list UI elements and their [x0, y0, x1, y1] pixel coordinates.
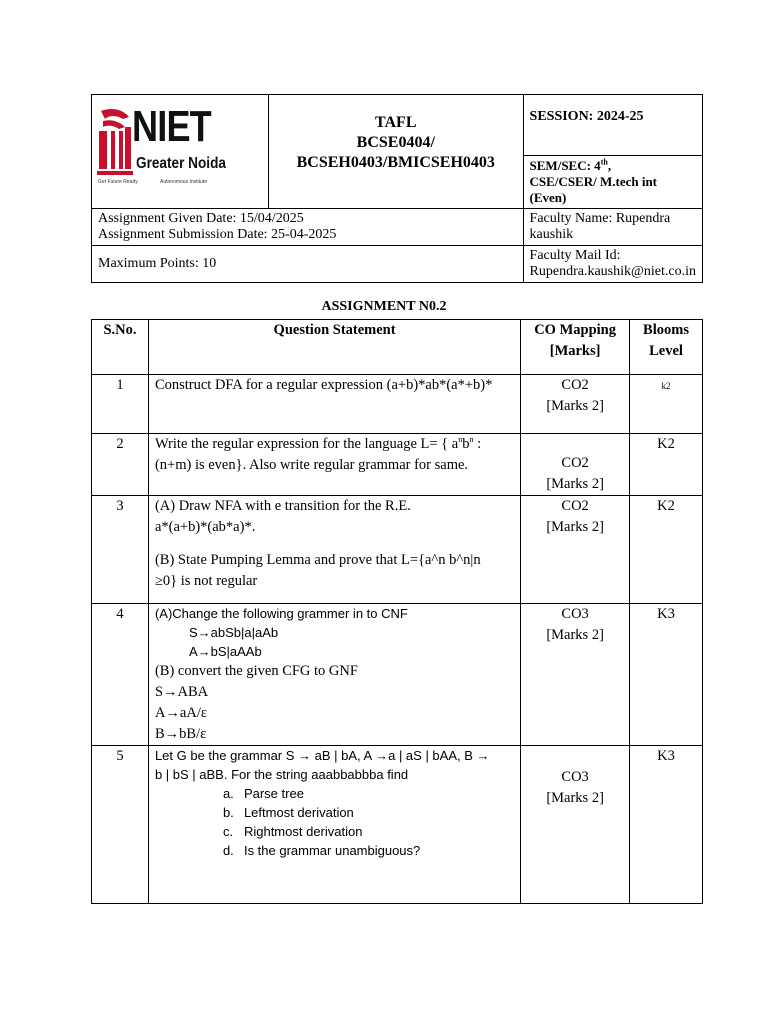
row-level: K3 — [630, 604, 703, 746]
max-points: Maximum Points: 10 — [98, 256, 217, 271]
row-level: K2 — [630, 434, 703, 496]
q-text: S→ABA — [154, 684, 209, 700]
dates-cell — [92, 209, 524, 246]
row-sno: 5 — [92, 746, 149, 904]
list-marker: a. — [222, 786, 234, 801]
header-blooms — [630, 320, 703, 375]
table-row — [92, 434, 703, 496]
row-sno: 1 — [92, 375, 149, 434]
sub-question-list — [155, 784, 514, 860]
table-row — [92, 375, 703, 434]
row-co — [521, 746, 630, 904]
given-date: Assignment Given Date: 15/04/2025 — [98, 211, 304, 226]
faculty-mail-cell — [523, 246, 702, 283]
co-code: CO2 — [561, 498, 589, 514]
co-marks: [Marks 2] — [546, 398, 604, 414]
list-item — [223, 822, 514, 841]
co-code: CO3 — [561, 606, 589, 622]
list-marker: c. — [222, 824, 234, 839]
row-level — [630, 375, 703, 434]
list-text: Leftmost derivation — [243, 805, 354, 820]
list-item — [223, 803, 514, 822]
logo-cell — [92, 95, 269, 209]
co-marks: [Marks 2] — [546, 790, 604, 806]
q-text: Let G be the grammar S → aB | bA, A →a | aS | bAA, B → — [154, 748, 490, 763]
sem-sec-branch: CSE/CSER/ M.tech int — [529, 174, 658, 189]
header-co-line1: CO Mapping — [534, 322, 616, 338]
row-level: K2 — [630, 496, 703, 604]
table-row — [92, 746, 703, 904]
row-co — [521, 496, 630, 604]
header-sno: S.No. — [92, 320, 149, 375]
q-text: Write the regular expression for the language L= { a — [154, 436, 459, 452]
list-text: Parse tree — [243, 786, 304, 801]
niet-logo — [92, 95, 268, 207]
row-question — [148, 604, 520, 746]
logo-city: Greater Noida — [136, 155, 226, 172]
header-table — [91, 94, 703, 283]
co-marks: [Marks 2] — [546, 476, 604, 492]
q-text: b — [462, 436, 470, 452]
q-text: b | bS | aBB. For the string aaabbabbba find — [154, 767, 409, 782]
row-co — [521, 434, 630, 496]
logo-subtitle: Autonomous Institute — [160, 179, 207, 185]
course-code-2: BCSEH0403/BMICSEH0403 — [296, 154, 495, 171]
table-header-row — [92, 320, 703, 375]
q-text: (B) State Pumping Lemma and prove that L={a^n b^n|n — [154, 552, 481, 568]
q-text: (B) convert the given CFG to GNF — [154, 663, 358, 679]
co-code: CO3 — [561, 769, 589, 785]
co-marks: [Marks 2] — [546, 627, 604, 643]
level-text: k2 — [661, 381, 671, 391]
sem-sec-comma: , — [607, 158, 612, 173]
row-sno: 3 — [92, 496, 149, 604]
logo-wordmark: NIET — [132, 102, 211, 151]
list-item — [223, 784, 514, 803]
row-sno: 4 — [92, 604, 149, 746]
course-title-cell — [269, 95, 524, 209]
q-text: (A)Change the following grammer in to CNF — [154, 606, 408, 621]
row-question — [148, 496, 520, 604]
list-text: Is the grammar unambiguous? — [243, 843, 421, 858]
q-text: A→aA/ε — [154, 705, 207, 721]
list-text: Rightmost derivation — [243, 824, 363, 839]
co-code: CO2 — [561, 455, 589, 471]
logo-tagline: Get Future Ready — [98, 179, 138, 185]
q-text: : — [473, 436, 482, 452]
row-co — [521, 604, 630, 746]
question-table — [91, 319, 703, 904]
list-marker: b. — [222, 805, 234, 820]
q-sup: n — [458, 435, 463, 445]
list-marker: d. — [222, 843, 234, 858]
q-sup: n — [469, 435, 474, 445]
header-co-line2: [Marks] — [549, 343, 601, 359]
q-text: A→bS|aAAb — [188, 644, 262, 659]
q-text: (A) Draw NFA with e transition for the R.E. — [154, 498, 411, 514]
q-text: ≥0} is not regular — [154, 573, 258, 589]
q-text: a*(a+b)*(ab*a)*. — [154, 519, 256, 535]
course-code-1: BCSE0404/ — [356, 134, 435, 151]
assignment-title: ASSIGNMENT N0.2 — [321, 299, 447, 314]
row-question — [148, 434, 520, 496]
session-text: SESSION: 2024-25 — [529, 109, 644, 124]
max-points-cell — [92, 246, 524, 283]
course-name: TAFL — [375, 114, 417, 131]
header-co — [521, 320, 630, 375]
q-text: (n+m) is even}. Also write regular grammar for same. — [154, 457, 469, 473]
co-code: CO2 — [561, 377, 589, 393]
row-co — [521, 375, 630, 434]
header-blooms-line1: Blooms — [643, 322, 689, 338]
submission-date: Assignment Submission Date: 25-04-2025 — [98, 227, 337, 242]
session-cell — [523, 95, 702, 156]
faculty-name-cell — [523, 209, 702, 246]
list-item — [223, 841, 514, 860]
faculty-mail: Faculty Mail Id: Rupendra.kaushik@niet.co.in — [529, 248, 696, 279]
table-row — [92, 604, 703, 746]
sem-sec-term: (Even) — [529, 190, 567, 205]
q-text: B→bB/ε — [154, 726, 207, 742]
faculty-name: Faculty Name: Rupendra kaushik — [529, 211, 671, 242]
header-blooms-line2: Level — [649, 343, 683, 359]
sem-sec-label: SEM/SEC: 4 — [529, 158, 601, 173]
row-sno: 2 — [92, 434, 149, 496]
q-text: S→abSb|a|aAb — [188, 625, 279, 640]
row-question — [148, 746, 520, 904]
header-question: Question Statement — [148, 320, 520, 375]
row-level: K3 — [630, 746, 703, 904]
co-marks: [Marks 2] — [546, 519, 604, 535]
row-question: Construct DFA for a regular expression (a+b)*ab*(a*+b)* — [148, 375, 520, 434]
niet-emblem-icon — [97, 107, 133, 181]
sem-sec-cell — [523, 156, 702, 209]
table-row — [92, 496, 703, 604]
sem-sup: th — [600, 157, 608, 167]
